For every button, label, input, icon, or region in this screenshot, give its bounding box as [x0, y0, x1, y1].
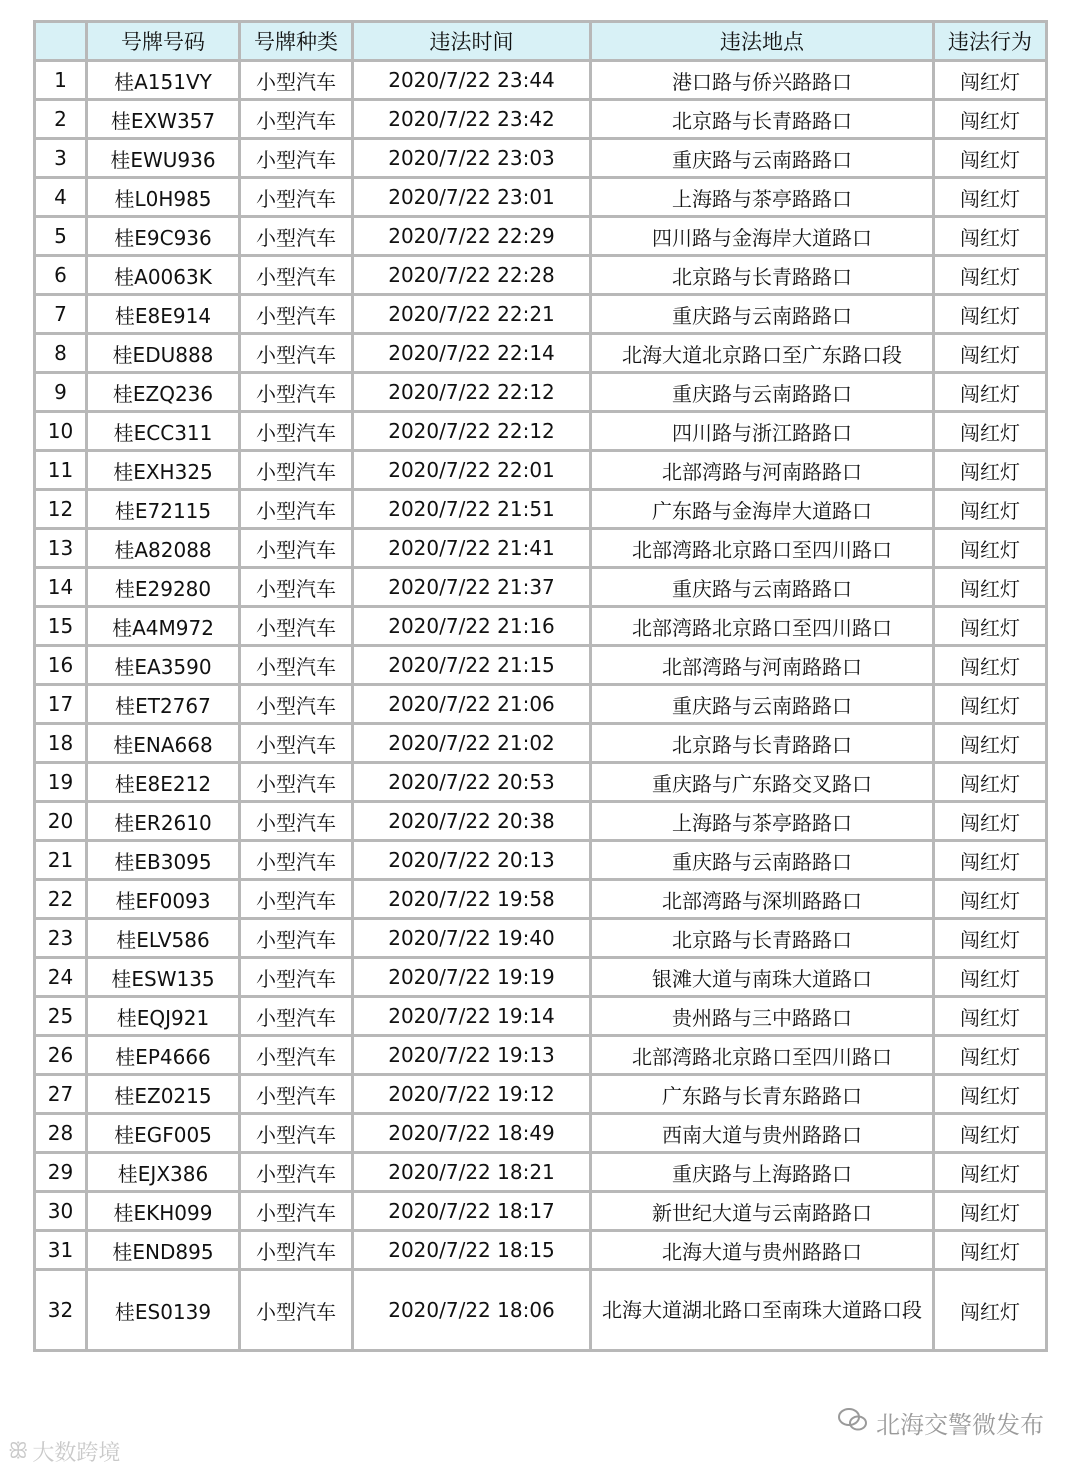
row-index-cell: 12 [35, 490, 87, 529]
violation-behavior-cell: 闯红灯 [934, 295, 1047, 334]
plate-number-cell: 桂E8E212 [87, 763, 240, 802]
violation-behavior-cell: 闯红灯 [934, 763, 1047, 802]
violation-location-cell: 西南大道与贵州路路口 [591, 1114, 934, 1153]
violation-time-cell: 2020/7/22 23:42 [353, 100, 591, 139]
plate-type-cell: 小型汽车 [240, 256, 353, 295]
violation-behavior-cell: 闯红灯 [934, 880, 1047, 919]
row-index-cell: 31 [35, 1231, 87, 1270]
violation-behavior-cell: 闯红灯 [934, 997, 1047, 1036]
violation-time-cell: 2020/7/22 19:12 [353, 1075, 591, 1114]
plate-type-cell: 小型汽车 [240, 1036, 353, 1075]
plate-number-cell: 桂A82088 [87, 529, 240, 568]
violation-behavior-cell: 闯红灯 [934, 412, 1047, 451]
violation-time-cell: 2020/7/22 23:01 [353, 178, 591, 217]
violation-location-cell: 港口路与侨兴路路口 [591, 61, 934, 100]
watermark-right-text: 北海交警微发布 [876, 1411, 1044, 1439]
violation-behavior-cell: 闯红灯 [934, 1270, 1047, 1351]
violation-time-cell: 2020/7/22 23:03 [353, 139, 591, 178]
violation-behavior-cell: 闯红灯 [934, 61, 1047, 100]
violation-location-cell: 四川路与浙江路路口 [591, 412, 934, 451]
plate-type-cell: 小型汽车 [240, 1270, 353, 1351]
row-index-cell: 11 [35, 451, 87, 490]
plate-number-cell: 桂EZ0215 [87, 1075, 240, 1114]
plate-number-cell: 桂E72115 [87, 490, 240, 529]
plate-number-cell: 桂EKH099 [87, 1192, 240, 1231]
violation-behavior-cell: 闯红灯 [934, 100, 1047, 139]
violation-time-cell: 2020/7/22 18:17 [353, 1192, 591, 1231]
plate-type-cell: 小型汽车 [240, 1153, 353, 1192]
violation-table [33, 20, 1048, 1352]
violation-time-cell: 2020/7/22 21:51 [353, 490, 591, 529]
plate-number-cell: 桂ET2767 [87, 685, 240, 724]
table-row [35, 1036, 1047, 1075]
violation-location-cell: 重庆路与云南路路口 [591, 295, 934, 334]
violation-time-cell: 2020/7/22 19:58 [353, 880, 591, 919]
violation-time-cell: 2020/7/22 21:41 [353, 529, 591, 568]
row-index-cell: 19 [35, 763, 87, 802]
violation-location-cell: 广东路与金海岸大道路口 [591, 490, 934, 529]
row-index-cell: 9 [35, 373, 87, 412]
violation-behavior-cell: 闯红灯 [934, 451, 1047, 490]
plate-number-cell: 桂E9C936 [87, 217, 240, 256]
violation-behavior-cell: 闯红灯 [934, 490, 1047, 529]
row-index-cell: 15 [35, 607, 87, 646]
violation-location-cell: 北京路与长青路路口 [591, 724, 934, 763]
violation-time-cell: 2020/7/22 18:21 [353, 1153, 591, 1192]
weibo-icon: ꕥ [8, 1439, 29, 1464]
violation-time-cell: 2020/7/22 22:29 [353, 217, 591, 256]
watermark-right [838, 1405, 1044, 1440]
violation-time-cell: 2020/7/22 20:38 [353, 802, 591, 841]
violation-time-cell: 2020/7/22 18:15 [353, 1231, 591, 1270]
violation-time-cell: 2020/7/22 21:15 [353, 646, 591, 685]
violation-time-cell: 2020/7/22 22:12 [353, 412, 591, 451]
table-row [35, 178, 1047, 217]
table-row [35, 1114, 1047, 1153]
table-row [35, 334, 1047, 373]
row-index-cell: 14 [35, 568, 87, 607]
violation-behavior-cell: 闯红灯 [934, 919, 1047, 958]
plate-type-cell: 小型汽车 [240, 373, 353, 412]
table-row [35, 139, 1047, 178]
header-plate-number: 号牌号码 [87, 22, 240, 61]
row-index-cell: 25 [35, 997, 87, 1036]
violation-location-cell: 重庆路与云南路路口 [591, 841, 934, 880]
row-index-cell: 23 [35, 919, 87, 958]
plate-number-cell: 桂EF0093 [87, 880, 240, 919]
table-row [35, 256, 1047, 295]
violation-time-cell: 2020/7/22 22:28 [353, 256, 591, 295]
plate-type-cell: 小型汽车 [240, 607, 353, 646]
header-violation-location: 违法地点 [591, 22, 934, 61]
row-index-cell: 1 [35, 61, 87, 100]
violation-behavior-cell: 闯红灯 [934, 217, 1047, 256]
row-index-cell: 10 [35, 412, 87, 451]
table-row [35, 373, 1047, 412]
table-row [35, 997, 1047, 1036]
plate-number-cell: 桂EQJ921 [87, 997, 240, 1036]
violation-behavior-cell: 闯红灯 [934, 1192, 1047, 1231]
table-row [35, 607, 1047, 646]
violation-location-cell: 北海大道北京路口至广东路口段 [591, 334, 934, 373]
row-index-cell: 28 [35, 1114, 87, 1153]
table-row [35, 61, 1047, 100]
violation-time-cell: 2020/7/22 21:06 [353, 685, 591, 724]
plate-number-cell: 桂EJX386 [87, 1153, 240, 1192]
table-row [35, 685, 1047, 724]
violation-location-cell: 贵州路与三中路路口 [591, 997, 934, 1036]
plate-type-cell: 小型汽车 [240, 880, 353, 919]
violation-location-cell: 北部湾路北京路口至四川路口 [591, 1036, 934, 1075]
plate-type-cell: 小型汽车 [240, 568, 353, 607]
violation-time-cell: 2020/7/22 20:13 [353, 841, 591, 880]
row-index-cell: 5 [35, 217, 87, 256]
plate-type-cell: 小型汽车 [240, 451, 353, 490]
violation-behavior-cell: 闯红灯 [934, 1114, 1047, 1153]
plate-type-cell: 小型汽车 [240, 490, 353, 529]
plate-number-cell: 桂EXH325 [87, 451, 240, 490]
plate-number-cell: 桂EB3095 [87, 841, 240, 880]
row-index-cell: 18 [35, 724, 87, 763]
violation-time-cell: 2020/7/22 18:49 [353, 1114, 591, 1153]
violation-behavior-cell: 闯红灯 [934, 841, 1047, 880]
plate-number-cell: 桂A151VY [87, 61, 240, 100]
violation-time-cell: 2020/7/22 21:02 [353, 724, 591, 763]
table-row [35, 763, 1047, 802]
violation-location-cell: 重庆路与云南路路口 [591, 568, 934, 607]
violation-location-cell: 北部湾路北京路口至四川路口 [591, 529, 934, 568]
violation-time-cell: 2020/7/22 22:21 [353, 295, 591, 334]
plate-type-cell: 小型汽车 [240, 139, 353, 178]
violation-location-cell: 北海大道与贵州路路口 [591, 1231, 934, 1270]
row-index-cell: 7 [35, 295, 87, 334]
table-row [35, 217, 1047, 256]
table-row [35, 451, 1047, 490]
plate-type-cell: 小型汽车 [240, 724, 353, 763]
violation-location-cell: 广东路与长青东路路口 [591, 1075, 934, 1114]
plate-type-cell: 小型汽车 [240, 529, 353, 568]
table-row [35, 958, 1047, 997]
violation-behavior-cell: 闯红灯 [934, 802, 1047, 841]
violation-location-cell: 银滩大道与南珠大道路口 [591, 958, 934, 997]
violation-behavior-cell: 闯红灯 [934, 646, 1047, 685]
violation-behavior-cell: 闯红灯 [934, 178, 1047, 217]
watermark-left-text: 大数跨境 [32, 1441, 121, 1466]
row-index-cell: 17 [35, 685, 87, 724]
table-row [35, 646, 1047, 685]
watermark-left [8, 1436, 120, 1467]
row-index-cell: 13 [35, 529, 87, 568]
plate-number-cell: 桂L0H985 [87, 178, 240, 217]
header-violation-behavior: 违法行为 [934, 22, 1047, 61]
violation-behavior-cell: 闯红灯 [934, 685, 1047, 724]
table-body [35, 61, 1047, 1351]
plate-type-cell: 小型汽车 [240, 100, 353, 139]
row-index-cell: 6 [35, 256, 87, 295]
plate-number-cell: 桂EWU936 [87, 139, 240, 178]
plate-type-cell: 小型汽车 [240, 802, 353, 841]
table-row [35, 295, 1047, 334]
plate-number-cell: 桂ELV586 [87, 919, 240, 958]
plate-type-cell: 小型汽车 [240, 1114, 353, 1153]
violation-time-cell: 2020/7/22 19:14 [353, 997, 591, 1036]
plate-number-cell: 桂ER2610 [87, 802, 240, 841]
table-row [35, 1270, 1047, 1351]
table-row [35, 841, 1047, 880]
violation-location-cell: 北京路与长青路路口 [591, 100, 934, 139]
violation-location-cell: 北京路与长青路路口 [591, 256, 934, 295]
violation-location-cell: 北部湾路与深圳路路口 [591, 880, 934, 919]
plate-type-cell: 小型汽车 [240, 334, 353, 373]
row-index-cell: 8 [35, 334, 87, 373]
table-row [35, 1153, 1047, 1192]
row-index-cell: 21 [35, 841, 87, 880]
plate-type-cell: 小型汽车 [240, 997, 353, 1036]
wechat-icon [838, 1407, 868, 1439]
plate-type-cell: 小型汽车 [240, 646, 353, 685]
violation-behavior-cell: 闯红灯 [934, 1075, 1047, 1114]
plate-type-cell: 小型汽车 [240, 919, 353, 958]
header-plate-type: 号牌种类 [240, 22, 353, 61]
violation-time-cell: 2020/7/22 21:16 [353, 607, 591, 646]
table-row [35, 1231, 1047, 1270]
plate-type-cell: 小型汽车 [240, 295, 353, 334]
plate-number-cell: 桂EXW357 [87, 100, 240, 139]
violation-location-cell: 新世纪大道与云南路路口 [591, 1192, 934, 1231]
plate-number-cell: 桂ESW135 [87, 958, 240, 997]
violation-location-cell: 重庆路与广东路交叉路口 [591, 763, 934, 802]
table-row [35, 568, 1047, 607]
violation-time-cell: 2020/7/22 18:06 [353, 1270, 591, 1351]
violation-time-cell: 2020/7/22 23:44 [353, 61, 591, 100]
plate-number-cell: 桂EGF005 [87, 1114, 240, 1153]
plate-number-cell: 桂E29280 [87, 568, 240, 607]
row-index-cell: 22 [35, 880, 87, 919]
violation-time-cell: 2020/7/22 20:53 [353, 763, 591, 802]
violation-behavior-cell: 闯红灯 [934, 1153, 1047, 1192]
row-index-cell: 2 [35, 100, 87, 139]
table-row [35, 529, 1047, 568]
row-index-cell: 32 [35, 1270, 87, 1351]
table-row [35, 100, 1047, 139]
row-index-cell: 29 [35, 1153, 87, 1192]
violation-location-cell: 四川路与金海岸大道路口 [591, 217, 934, 256]
table-row [35, 1075, 1047, 1114]
table-row [35, 802, 1047, 841]
violation-time-cell: 2020/7/22 22:01 [353, 451, 591, 490]
plate-type-cell: 小型汽车 [240, 958, 353, 997]
violation-behavior-cell: 闯红灯 [934, 958, 1047, 997]
plate-number-cell: 桂EP4666 [87, 1036, 240, 1075]
plate-number-cell: 桂END895 [87, 1231, 240, 1270]
plate-type-cell: 小型汽车 [240, 1192, 353, 1231]
violation-behavior-cell: 闯红灯 [934, 568, 1047, 607]
row-index-cell: 16 [35, 646, 87, 685]
plate-type-cell: 小型汽车 [240, 412, 353, 451]
plate-type-cell: 小型汽车 [240, 178, 353, 217]
row-index-cell: 4 [35, 178, 87, 217]
plate-type-cell: 小型汽车 [240, 841, 353, 880]
violation-location-cell: 北京路与长青路路口 [591, 919, 934, 958]
row-index-cell: 27 [35, 1075, 87, 1114]
violation-behavior-cell: 闯红灯 [934, 529, 1047, 568]
violation-time-cell: 2020/7/22 22:12 [353, 373, 591, 412]
plate-type-cell: 小型汽车 [240, 217, 353, 256]
plate-number-cell: 桂A0063K [87, 256, 240, 295]
plate-number-cell: 桂ENA668 [87, 724, 240, 763]
table-row [35, 724, 1047, 763]
violation-location-cell: 重庆路与云南路路口 [591, 373, 934, 412]
violation-location-cell: 重庆路与云南路路口 [591, 139, 934, 178]
violation-behavior-cell: 闯红灯 [934, 373, 1047, 412]
violation-behavior-cell: 闯红灯 [934, 334, 1047, 373]
table-row [35, 412, 1047, 451]
violation-location-cell: 重庆路与云南路路口 [591, 685, 934, 724]
violation-time-cell: 2020/7/22 19:13 [353, 1036, 591, 1075]
plate-number-cell: 桂EA3590 [87, 646, 240, 685]
violation-behavior-cell: 闯红灯 [934, 1036, 1047, 1075]
table-row [35, 880, 1047, 919]
table-row [35, 919, 1047, 958]
table-row [35, 490, 1047, 529]
row-index-cell: 30 [35, 1192, 87, 1231]
plate-type-cell: 小型汽车 [240, 763, 353, 802]
violation-behavior-cell: 闯红灯 [934, 607, 1047, 646]
violation-behavior-cell: 闯红灯 [934, 1231, 1047, 1270]
violation-behavior-cell: 闯红灯 [934, 724, 1047, 763]
header-violation-time: 违法时间 [353, 22, 591, 61]
plate-type-cell: 小型汽车 [240, 685, 353, 724]
plate-number-cell: 桂ES0139 [87, 1270, 240, 1351]
violation-time-cell: 2020/7/22 22:14 [353, 334, 591, 373]
plate-number-cell: 桂EDU888 [87, 334, 240, 373]
violation-location-cell: 北部湾路与河南路路口 [591, 451, 934, 490]
violation-location-cell: 上海路与茶亭路路口 [591, 802, 934, 841]
row-index-cell: 3 [35, 139, 87, 178]
row-index-cell: 26 [35, 1036, 87, 1075]
violation-behavior-cell: 闯红灯 [934, 256, 1047, 295]
violation-time-cell: 2020/7/22 21:37 [353, 568, 591, 607]
violation-behavior-cell: 闯红灯 [934, 139, 1047, 178]
row-index-cell: 24 [35, 958, 87, 997]
table-header-row [35, 22, 1047, 61]
violation-location-cell: 北部湾路与河南路路口 [591, 646, 934, 685]
violation-location-cell: 重庆路与上海路路口 [591, 1153, 934, 1192]
plate-number-cell: 桂ECC311 [87, 412, 240, 451]
plate-type-cell: 小型汽车 [240, 61, 353, 100]
plate-number-cell: 桂A4M972 [87, 607, 240, 646]
violation-location-cell: 上海路与茶亭路路口 [591, 178, 934, 217]
violation-location-cell: 北部湾路北京路口至四川路口 [591, 607, 934, 646]
header-index [35, 22, 87, 61]
plate-type-cell: 小型汽车 [240, 1075, 353, 1114]
violation-location-cell: 北海大道湖北路口至南珠大道路口段 [591, 1270, 934, 1351]
plate-type-cell: 小型汽车 [240, 1231, 353, 1270]
violation-time-cell: 2020/7/22 19:19 [353, 958, 591, 997]
row-index-cell: 20 [35, 802, 87, 841]
plate-number-cell: 桂EZQ236 [87, 373, 240, 412]
violation-time-cell: 2020/7/22 19:40 [353, 919, 591, 958]
plate-number-cell: 桂E8E914 [87, 295, 240, 334]
table-row [35, 1192, 1047, 1231]
